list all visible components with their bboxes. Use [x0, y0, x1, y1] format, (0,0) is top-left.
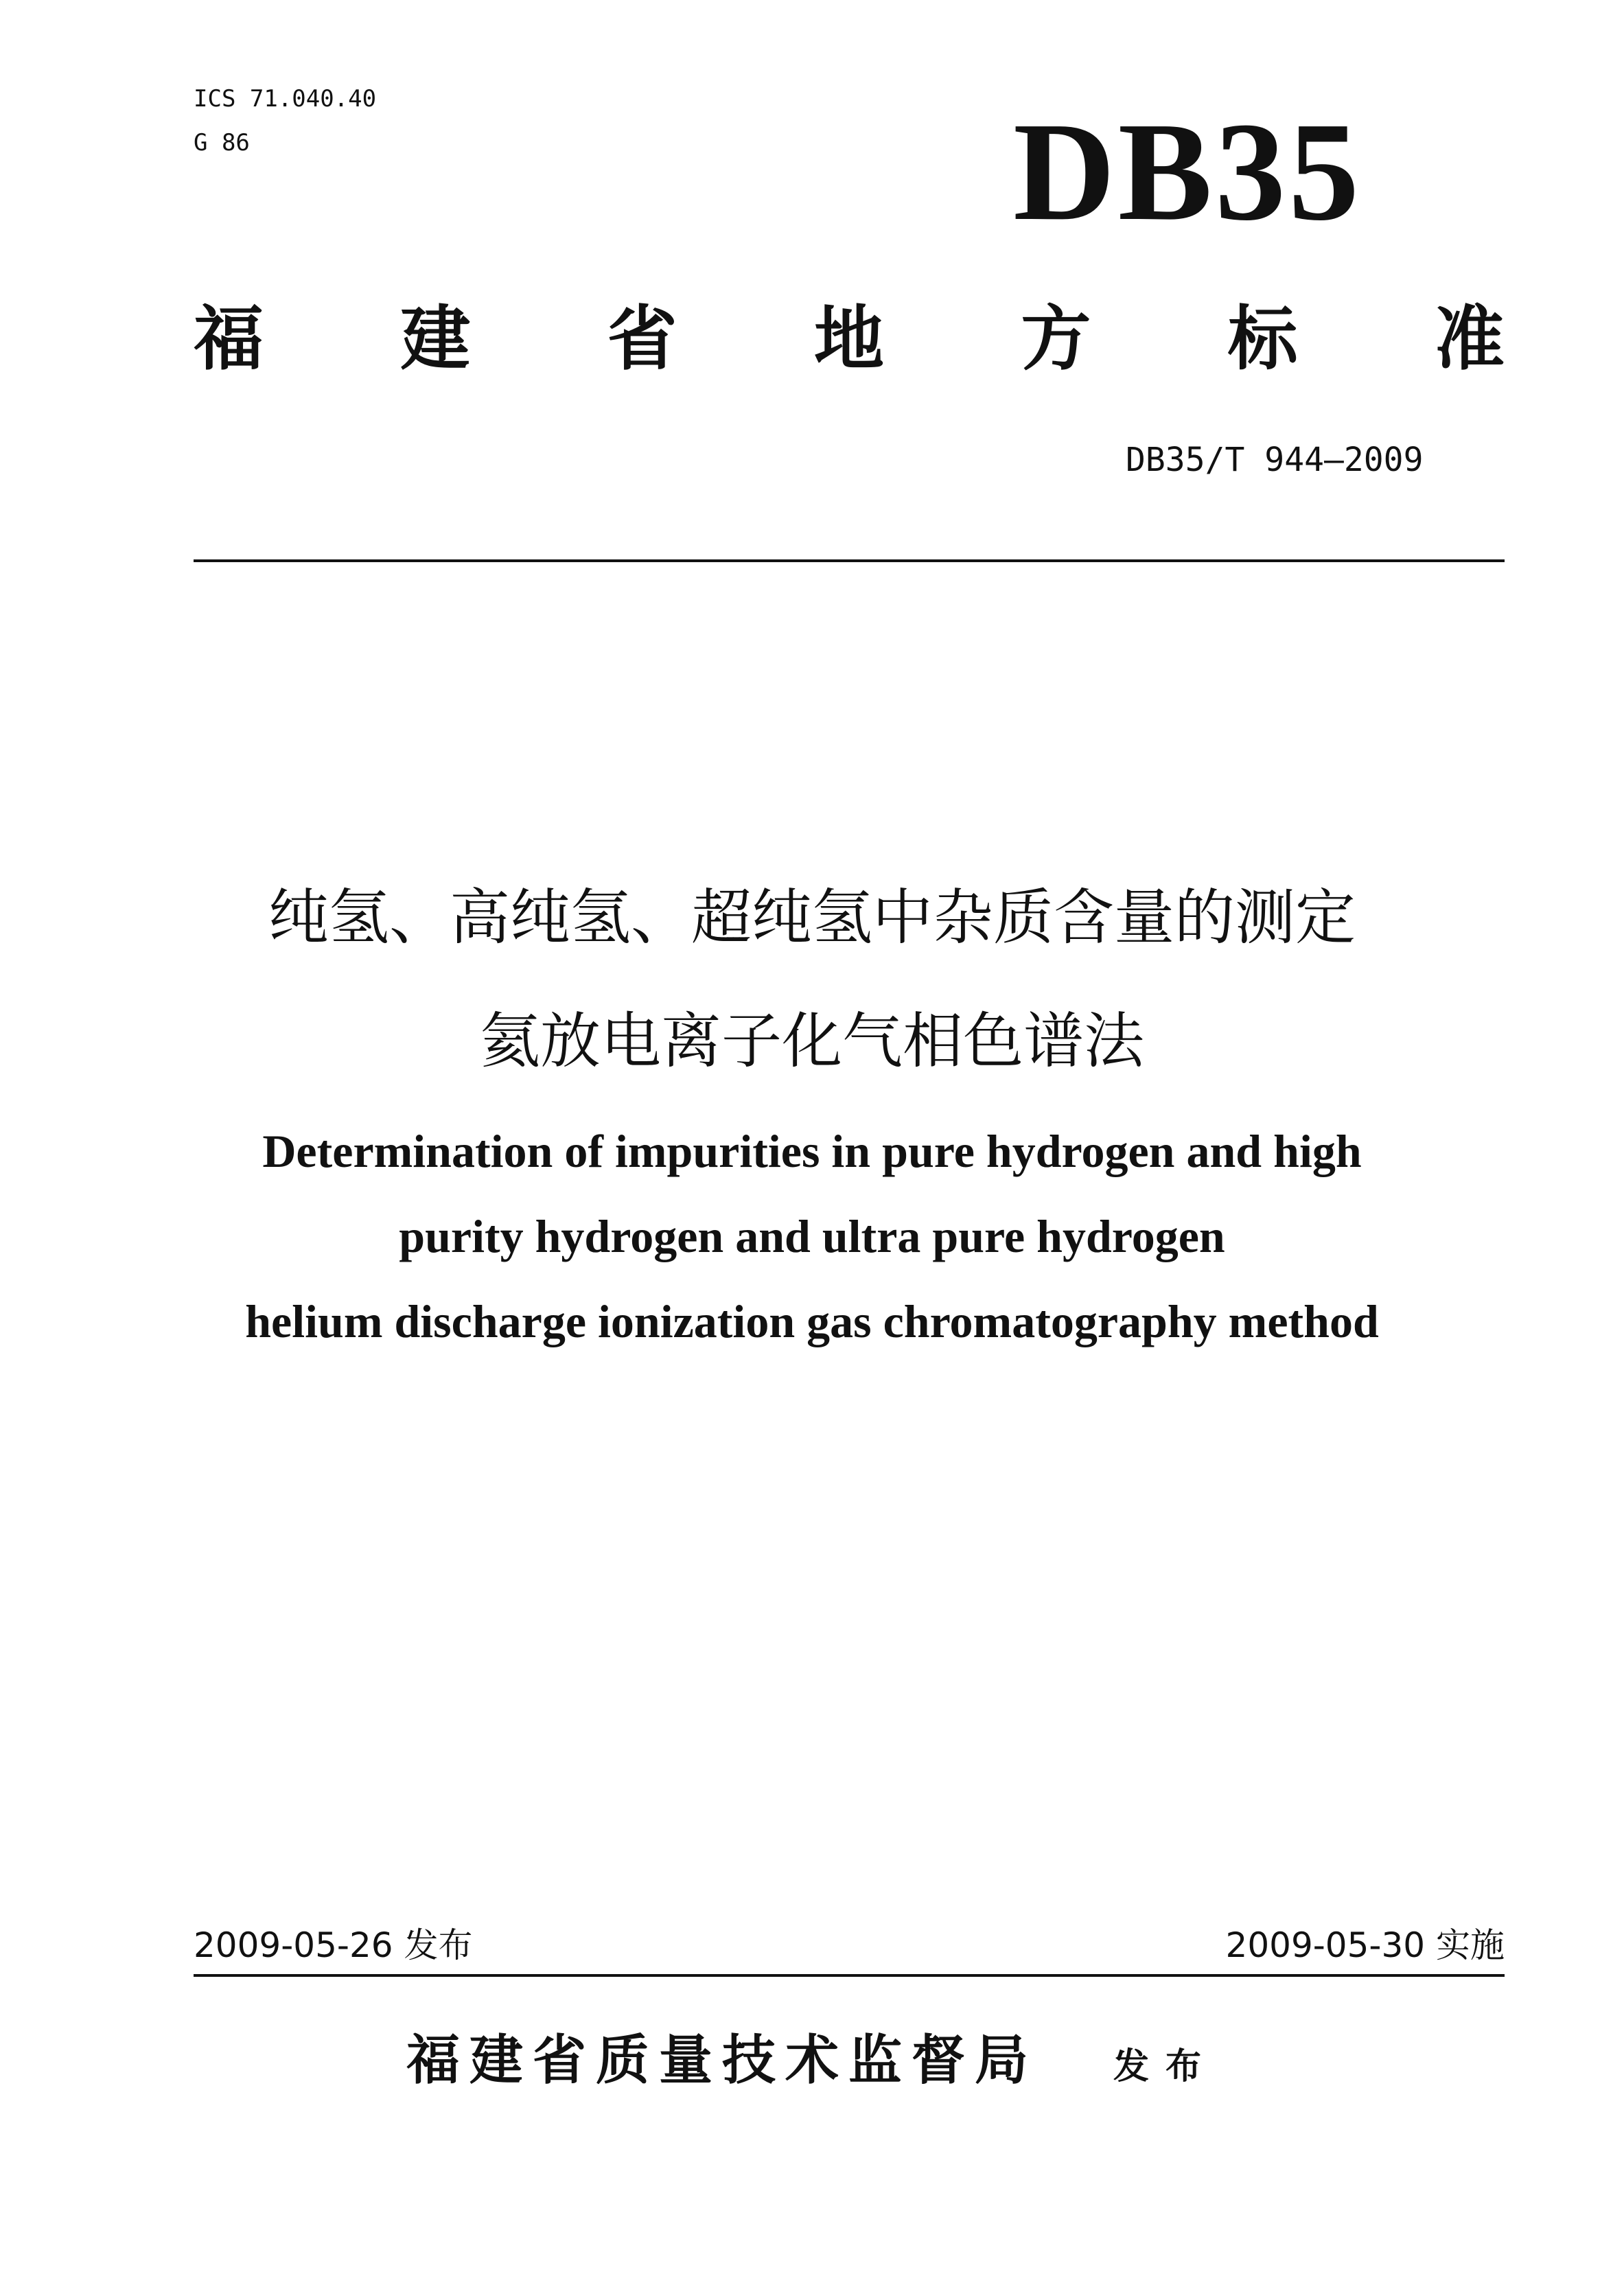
bottom-divider: [194, 1974, 1505, 1977]
publish-label: 发布: [1113, 2046, 1218, 2087]
publisher-name: 福建省质量技术监督局: [406, 2030, 1038, 2090]
db35-logo: DB35: [1013, 93, 1362, 250]
classification-code: G 86: [194, 129, 250, 156]
standard-type-char: 方: [1021, 299, 1091, 380]
standard-type-char: 准: [1434, 299, 1505, 380]
standard-type-char: 地: [813, 299, 884, 380]
standard-type-char: 标: [1227, 299, 1298, 380]
standard-type-char: 福: [194, 299, 264, 380]
issue-date: 2009-05-26 发布: [194, 1925, 473, 1965]
standard-type-heading: [194, 295, 1505, 384]
standard-type-char: 省: [607, 299, 677, 380]
chinese-title-line-2: 氦放电离子化气相色谱法: [479, 1006, 1144, 1076]
english-title-line-3: helium discharge ionization gas chromatography method: [245, 1295, 1379, 1347]
standard-number: DB35/T 944—2009: [1126, 441, 1424, 479]
ics-code: ICS 71.040.40: [194, 85, 377, 113]
implementation-date: 2009-05-30 实施: [1225, 1925, 1505, 1965]
standard-type-char: 建: [400, 299, 471, 380]
english-title-line-1: Determination of impurities in pure hydrogen and high: [262, 1125, 1362, 1177]
english-title-line-2: purity hydrogen and ultra pure hydrogen: [399, 1210, 1225, 1262]
top-divider: [194, 559, 1505, 562]
chinese-title-line-1: 纯氢、高纯氢、超纯氢中杂质含量的测定: [268, 882, 1356, 953]
publisher-row: [0, 2026, 1624, 2101]
